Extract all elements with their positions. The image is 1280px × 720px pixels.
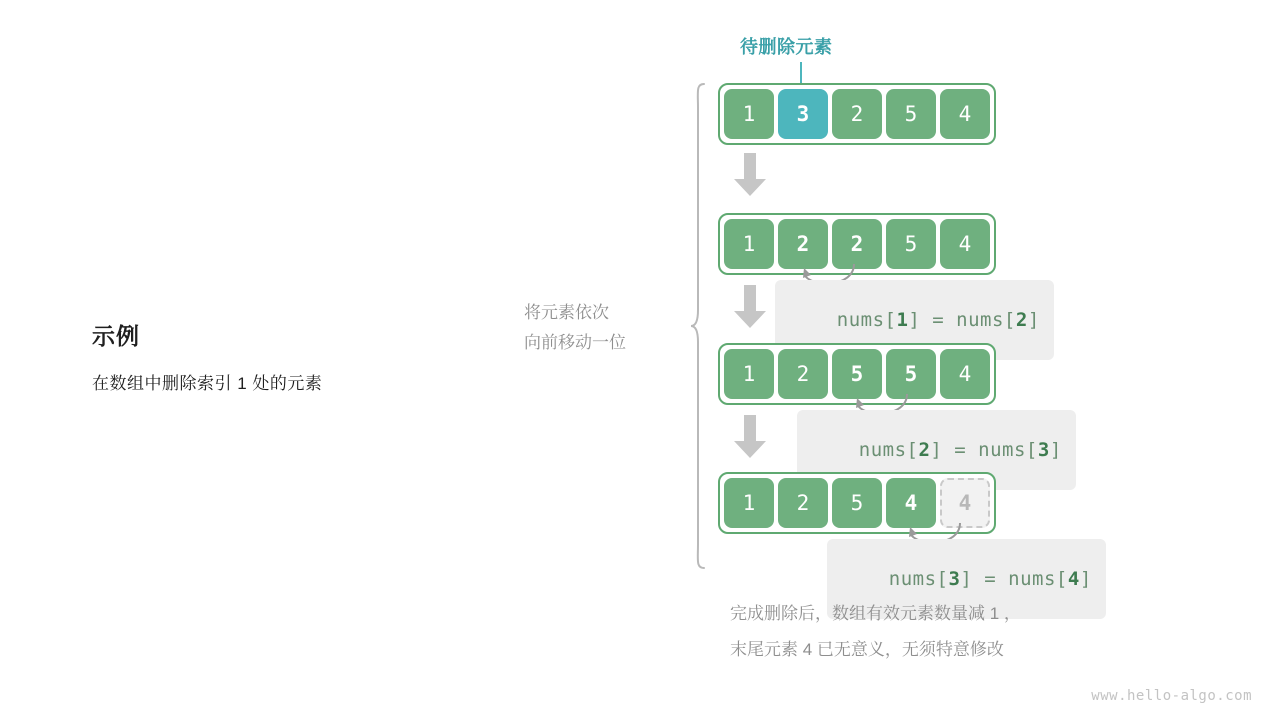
down-arrow-icon: [733, 415, 767, 459]
shift-description: [524, 298, 674, 358]
bottom-note: [730, 596, 1021, 668]
code-suffix: ]: [1027, 309, 1040, 331]
code-index-2: 4: [1067, 568, 1080, 590]
array-step-1: [718, 83, 996, 145]
code-prefix: nums[: [836, 309, 897, 331]
code-index-2: 2: [1015, 309, 1028, 331]
array-cell-updated: 5: [832, 349, 882, 399]
array-cell-obsolete: 4: [940, 478, 990, 528]
array-cell: 1: [724, 89, 774, 139]
grouping-bracket: [690, 82, 706, 570]
array-cell: 4: [940, 219, 990, 269]
code-mid: ] = nums[: [908, 309, 1016, 331]
array-cell-source: 2: [832, 219, 882, 269]
array-cell: 1: [724, 478, 774, 528]
example-caption: [92, 318, 472, 394]
array-cell: 2: [778, 478, 828, 528]
array-cell: 5: [886, 219, 936, 269]
code-suffix: ]: [1049, 439, 1062, 461]
array-cell-deleted: 3: [778, 89, 828, 139]
shift-description-line2: 向前移动一位: [524, 333, 626, 352]
bottom-note-line1: 完成删除后，数组有效元素数量减 1 ，: [730, 604, 1021, 623]
delete-target-label: 待删除元素: [740, 37, 833, 57]
array-cell-source: 5: [886, 349, 936, 399]
code-index-1: 2: [918, 439, 931, 461]
code-index-2: 3: [1037, 439, 1050, 461]
code-index-1: 1: [896, 309, 909, 331]
watermark: www.hello-algo.com: [1091, 688, 1252, 704]
delete-target-leader-line: [800, 62, 802, 84]
array-cell: 5: [832, 478, 882, 528]
example-title: 示例: [92, 323, 140, 349]
down-arrow-icon: [733, 285, 767, 329]
array-cell: 1: [724, 219, 774, 269]
array-cell: 4: [940, 89, 990, 139]
bottom-note-line2: 末尾元素 4 已无意义，无须特意修改: [730, 640, 1004, 659]
code-index-1: 3: [948, 568, 961, 590]
array-cell: 4: [940, 349, 990, 399]
down-arrow-icon: [733, 153, 767, 197]
array-cell: 2: [832, 89, 882, 139]
shift-description-line1: 将元素依次: [524, 303, 609, 322]
example-subtitle: 在数组中删除索引 1 处的元素: [92, 374, 323, 393]
array-cell-updated: 4: [886, 478, 936, 528]
code-mid: ] = nums[: [930, 439, 1038, 461]
code-mid: ] = nums[: [960, 568, 1068, 590]
array-cell: 5: [886, 89, 936, 139]
code-prefix: nums[: [858, 439, 919, 461]
code-prefix: nums[: [888, 568, 949, 590]
array-cell-updated: 2: [778, 219, 828, 269]
array-cell: 2: [778, 349, 828, 399]
code-suffix: ]: [1079, 568, 1092, 590]
array-cell: 1: [724, 349, 774, 399]
